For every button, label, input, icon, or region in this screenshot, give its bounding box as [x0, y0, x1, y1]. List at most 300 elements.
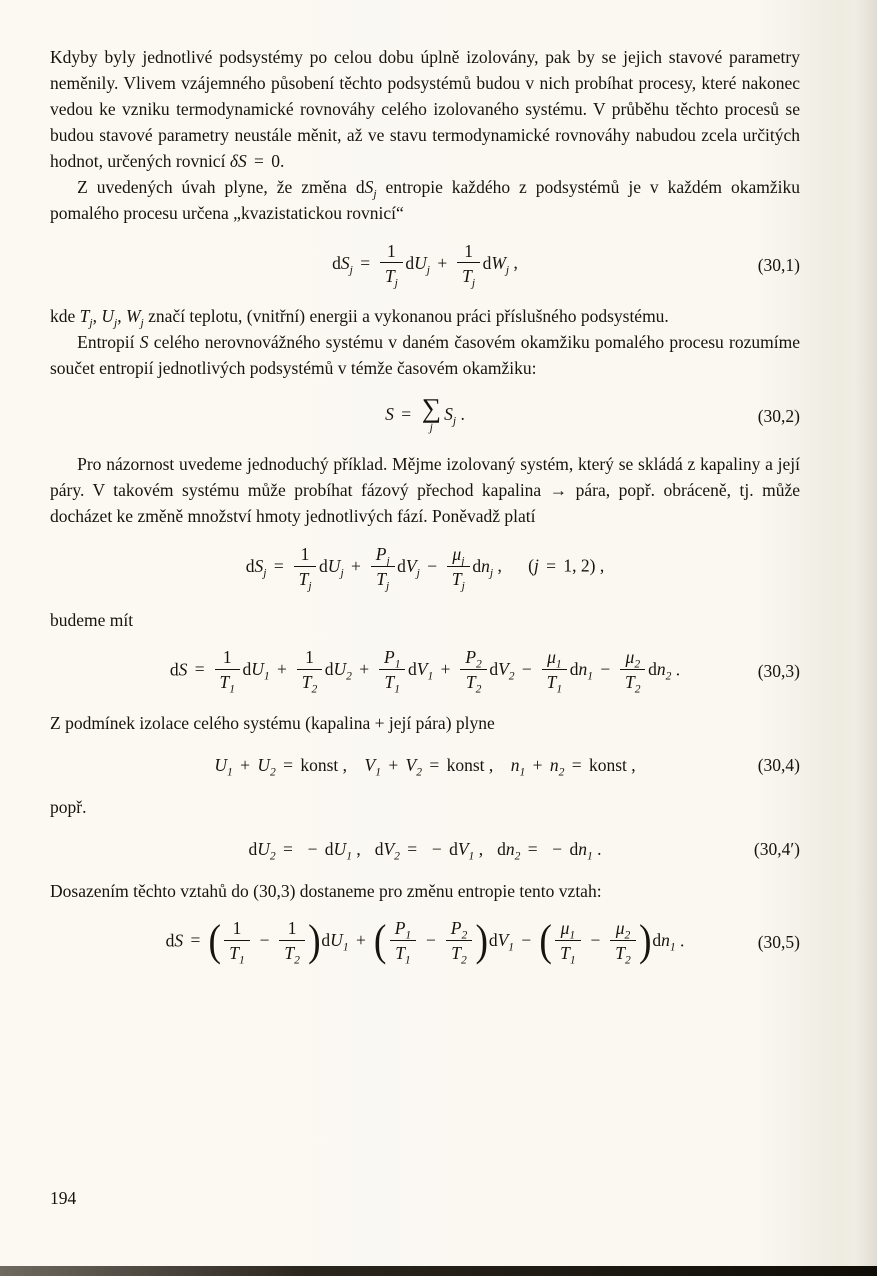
var-subscript: 1 [586, 850, 593, 863]
operator: − [600, 659, 611, 680]
scan-bottom-band [0, 1266, 877, 1276]
math-var [385, 404, 394, 424]
fraction-numerator [371, 544, 395, 567]
math-var [384, 265, 398, 290]
page-content [50, 44, 800, 981]
var-symbol: n [481, 555, 490, 576]
math-var [546, 672, 563, 696]
equation-body [245, 544, 605, 593]
var-subscript: 2 [625, 954, 631, 967]
var-subscript: j [349, 264, 353, 277]
fraction [447, 544, 470, 593]
var-symbol: U [251, 659, 264, 680]
operator: − [521, 930, 532, 951]
var-symbol: P [384, 647, 395, 668]
var-symbol: W [125, 306, 141, 327]
differential-d: d [569, 838, 579, 859]
differential-d: d [374, 838, 384, 859]
fraction-numerator [215, 647, 240, 670]
math-var [321, 930, 349, 954]
var-symbol: n [656, 659, 666, 680]
var-symbol: n [578, 659, 588, 680]
var-symbol: P [375, 544, 387, 565]
var-subscript: j [114, 317, 118, 330]
fraction-denominator [215, 670, 240, 696]
differential-d: d [497, 838, 506, 859]
fraction [224, 918, 249, 967]
display-equation [50, 915, 800, 967]
text-run: Dosazením těchto vztahů do (30,3) dostaneme pro změnu entropie tento vztah: [50, 880, 602, 901]
equation-number: (30,1) [757, 254, 800, 275]
equation-body [214, 754, 636, 779]
differential-d: d [319, 555, 328, 576]
math-var [301, 672, 318, 696]
fraction-denominator [457, 263, 480, 290]
math-var [101, 306, 118, 330]
var-symbol: V [405, 555, 417, 576]
text-run: 0. [271, 151, 285, 171]
differential-d: d [321, 930, 331, 951]
var-subscript: 1 [555, 658, 562, 671]
differential-d: d [242, 659, 252, 680]
text-run: kde [50, 306, 80, 327]
fraction [446, 918, 472, 967]
var-subscript: 2 [558, 766, 565, 779]
text-run: , [92, 306, 102, 327]
text-run: , [493, 555, 502, 576]
fraction-denominator [390, 941, 416, 967]
text-run: , [509, 252, 518, 273]
operator: + [351, 555, 361, 576]
fraction-numerator [620, 647, 645, 670]
equation-number: (30,3) [757, 661, 800, 682]
equation-body [385, 393, 465, 435]
var-subscript: j [394, 277, 398, 290]
operator: = [273, 555, 284, 576]
fraction-denominator [620, 670, 645, 696]
var-subscript: 2 [475, 683, 482, 696]
math-var [319, 555, 344, 580]
var-subscript: 2 [461, 929, 468, 942]
fraction-denominator [224, 941, 249, 967]
var-subscript: 2 [634, 683, 641, 696]
operator: = [194, 659, 205, 680]
fraction-denominator [279, 941, 304, 967]
operator: = [546, 555, 557, 576]
fraction-denominator [555, 941, 580, 967]
var-symbol: V [383, 838, 395, 859]
var-symbol: T [451, 943, 461, 964]
fraction-denominator [447, 567, 470, 593]
math-var [384, 647, 401, 671]
fraction-numerator [610, 918, 635, 941]
math-var [242, 659, 270, 683]
fraction [279, 918, 304, 967]
fraction-numerator [446, 918, 472, 941]
var-symbol: U [333, 838, 347, 859]
operator: + [277, 659, 287, 680]
page-number: 194 [50, 1188, 77, 1208]
differential-d: d [324, 838, 334, 859]
var-subscript: 1 [569, 929, 576, 942]
var-subscript: 1 [587, 670, 593, 683]
operator: − [307, 838, 318, 859]
var-symbol: U [333, 659, 347, 680]
operator: − [590, 930, 601, 951]
sigma-symbol: ∑ [421, 393, 441, 424]
paragraph [50, 44, 800, 174]
text-run: celého nerovnovážného systému v daném časovém okamžiku pomalého procesu rozumíme součet entropií jednotlivých podsystémů v témže časovém okamžiku: [50, 332, 800, 379]
math-var [257, 754, 276, 779]
differential-d: d [569, 659, 579, 680]
operator: + [359, 659, 370, 680]
var-subscript: 2 [665, 670, 672, 683]
var-subscript: 1 [394, 658, 401, 671]
var-subscript: j [461, 580, 465, 593]
paragraph [50, 607, 800, 633]
paragraph [50, 329, 800, 381]
var-subscript: 1 [375, 766, 381, 779]
var-subscript: 2 [476, 658, 482, 671]
fraction-denominator [379, 670, 405, 696]
var-symbol: T [219, 672, 230, 693]
var-symbol: μ [625, 647, 635, 668]
text-run: konst , [588, 754, 636, 775]
fraction-numerator [460, 647, 486, 670]
var-symbol: U [257, 838, 270, 859]
var-symbol: T [384, 672, 395, 693]
differential-d: d [165, 930, 175, 951]
var-subscript: 2 [514, 850, 521, 863]
math-var [625, 647, 641, 671]
fraction-numerator [555, 918, 580, 941]
math-var [625, 672, 641, 696]
paragraph [50, 451, 800, 529]
differential-d: d [245, 555, 255, 576]
var-symbol: S [385, 404, 394, 425]
fraction [542, 647, 567, 696]
operator: − [259, 930, 270, 951]
text-run: entropie každého z podsystémů je v každém okamžiku pomalého procesu určena „kvazistatickou rovnicí“ [50, 177, 801, 223]
var-subscript: 2 [634, 658, 641, 671]
text-run: Z uvedených úvah plyne, že změna [77, 177, 356, 197]
math-var [489, 659, 515, 683]
differential-d: d [332, 252, 341, 273]
math-var [510, 754, 526, 779]
var-symbol: μ [615, 918, 625, 939]
fraction [610, 918, 635, 967]
math-var [648, 659, 672, 683]
math-var [488, 930, 515, 954]
paragraph [50, 794, 800, 820]
var-symbol: V [405, 754, 417, 775]
var-symbol: μ [452, 544, 462, 565]
math-var [374, 838, 400, 863]
var-subscript: j [89, 317, 93, 330]
var-subscript: j [471, 277, 476, 290]
equation-number: (30,4) [757, 754, 800, 775]
text-run: 1 [300, 544, 310, 565]
text-run: , [117, 306, 126, 327]
operator: = [190, 930, 201, 951]
var-symbol: μ [560, 918, 570, 939]
fraction [294, 544, 317, 593]
fraction-numerator [380, 241, 403, 264]
equation-body: dS = ( $\frac{1}{T_1}$ − $\frac{1}{T_2}$ )$dU_1$ + ( $\frac{P_1}{T_1}$ − $\frac{P_2}{T_2}$ )$dV_1$ − ( $\frac{\mu_1}{T_1}$ − $\frac{\mu_2}{T_2}$ )$dn_1$ . [165, 915, 685, 967]
text-run: . [456, 404, 465, 425]
operator: = [360, 252, 371, 273]
var-subscript: j [505, 264, 510, 277]
math-var [140, 332, 149, 352]
differential-d: d [472, 555, 482, 576]
equation-body [248, 838, 602, 863]
text-run: Pro názornost uvedeme jednoduchý příklad. Mějme izolovaný systém, který se skládá z kapaliny a její páry. V takovém systému může probíhat fázový přechod kapalina → pára, popř. obráceně, tj. může docházet ke změně množství hmoty jednotlivých fází. Poněvadž platí [50, 454, 800, 527]
math-var [166, 930, 184, 950]
var-subscript: 1 [404, 954, 411, 967]
math-var [444, 404, 457, 428]
var-subscript: 2 [416, 766, 423, 779]
fraction-denominator [371, 567, 395, 593]
operator: − [431, 838, 442, 859]
var-symbol: U [414, 252, 427, 273]
math-var [465, 647, 482, 671]
math-var [332, 252, 353, 277]
fraction-numerator [224, 918, 249, 941]
var-symbol: U [330, 930, 343, 951]
math-var [284, 943, 300, 967]
math-var [569, 838, 593, 863]
var-symbol: U [257, 754, 270, 775]
math-var [482, 252, 510, 277]
var-subscript: j [340, 567, 344, 580]
operator: = [283, 838, 293, 859]
display-equation [50, 649, 800, 694]
var-symbol: T [395, 943, 405, 964]
math-var [547, 647, 562, 671]
math-var [615, 943, 631, 967]
var-symbol: n [549, 754, 559, 775]
text-run: 1 [232, 918, 242, 939]
operator: + [388, 754, 399, 775]
operator: = [407, 838, 418, 859]
math-var [125, 306, 144, 330]
var-subscript: 2 [269, 766, 276, 779]
var-symbol: n [510, 754, 520, 775]
math-var [534, 556, 539, 576]
summation-index: j [429, 421, 433, 434]
fraction-numerator [457, 241, 480, 264]
operator: − [552, 838, 563, 859]
var-symbol: U [214, 754, 227, 775]
var-subscript: j [386, 555, 390, 568]
math-var [451, 943, 467, 967]
operator: = [429, 754, 440, 775]
var-subscript: j [489, 567, 494, 580]
var-symbol: V [364, 754, 376, 775]
fraction [555, 918, 580, 967]
summation [421, 393, 441, 434]
fraction [379, 647, 405, 696]
text-run: Kdyby byly jednotlivé podsystémy po celou dobu úplně izolovány, pak by se jejich stavové parametry neměnily. Vlivem vzájemného působení těchto podsystémů budou v nich probíhat procesy, které nakonec vedou ke vzniku termodynamické rovnováhy celého izolovaného systému. V průběhu těchto procesů se budou stavové parametry neustále měnit, až ve stavu termodynamické rovnováhy nabudou zcela určitých hodnot, určených rovnicí [50, 47, 800, 171]
differential-d: d [355, 177, 365, 197]
math-var [452, 544, 465, 568]
fraction [620, 647, 645, 696]
paragraph [50, 878, 800, 904]
math-var [560, 943, 576, 967]
var-subscript: 2 [394, 850, 400, 863]
math-var [408, 659, 434, 683]
var-subscript: 1 [569, 954, 576, 967]
fraction [390, 918, 416, 967]
var-subscript: 1 [342, 941, 349, 954]
var-symbol: T [615, 943, 625, 964]
display-equation [50, 752, 800, 778]
text-run: . [592, 838, 602, 859]
math-var [462, 265, 476, 290]
math-var [245, 555, 267, 580]
paragraph [50, 303, 800, 329]
math-var [376, 568, 390, 593]
var-subscript: 2 [461, 954, 467, 967]
var-subscript: 1 [346, 850, 352, 863]
var-subscript: 1 [263, 670, 270, 683]
fraction-numerator [390, 918, 416, 941]
var-symbol: U [327, 555, 341, 576]
differential-d: d [405, 252, 415, 273]
text-run: , [351, 838, 361, 859]
var-subscript: 1 [427, 670, 434, 683]
var-symbol: T [546, 672, 557, 693]
differential-d: d [488, 930, 498, 951]
differential-d: d [248, 838, 258, 859]
paragraph [50, 710, 800, 736]
var-subscript: j [263, 567, 267, 580]
var-subscript: 1 [226, 766, 233, 779]
fraction [297, 647, 322, 696]
var-symbol: P [465, 647, 477, 668]
var-subscript: j [416, 567, 420, 580]
equation-body [170, 649, 680, 694]
operator: + [240, 754, 250, 775]
math-var [170, 659, 188, 679]
math-var [298, 568, 312, 593]
scan-edge-shadow [855, 0, 877, 1276]
var-subscript: 1 [556, 683, 563, 696]
math-var [472, 555, 494, 580]
var-subscript: 2 [346, 670, 352, 683]
display-equation [50, 836, 800, 862]
operator: + [532, 754, 543, 775]
fraction-numerator [294, 544, 317, 567]
var-symbol: V [497, 930, 509, 951]
var-subscript: 1 [405, 929, 412, 942]
math-var [214, 754, 233, 779]
fraction-numerator [379, 647, 405, 670]
var-subscript: 1 [468, 850, 475, 863]
var-subscript: j [461, 555, 465, 568]
operator: − [427, 555, 438, 576]
math-var [384, 672, 401, 696]
var-symbol: S [340, 252, 350, 273]
fraction-denominator [542, 670, 567, 696]
var-symbol: S [139, 332, 149, 353]
var-symbol: T [298, 568, 309, 589]
equation-number: (30,5) [757, 932, 800, 953]
equation-number: (30,4′) [753, 838, 800, 859]
fraction-denominator [460, 670, 486, 696]
text-run: 1 [387, 240, 396, 261]
operator: − [426, 930, 436, 951]
math-var [375, 544, 390, 568]
text-run: . [675, 930, 685, 951]
fraction-numerator [542, 647, 567, 670]
var-subscript: j [308, 580, 312, 593]
var-subscript: j [385, 580, 390, 593]
var-symbol: T [79, 306, 90, 327]
operator: = [254, 151, 264, 171]
var-symbol: S [178, 659, 188, 680]
var-symbol: S [444, 404, 453, 425]
equation-body [332, 240, 518, 290]
var-subscript: j [140, 317, 144, 330]
text-run: ( [528, 555, 534, 576]
var-symbol: n [505, 838, 515, 859]
fraction [460, 647, 486, 696]
text-run: konst , [446, 754, 494, 775]
var-symbol: n [578, 838, 587, 859]
var-symbol: S [174, 930, 184, 951]
var-subscript: 1 [229, 683, 235, 696]
math-var [324, 659, 352, 683]
math-var [219, 672, 235, 696]
var-symbol: T [229, 943, 239, 964]
operator: = [527, 838, 538, 859]
var-symbol: P [450, 918, 462, 939]
var-subscript: 1 [519, 766, 526, 779]
differential-d: d [397, 555, 406, 576]
var-subscript: 2 [624, 929, 631, 942]
var-symbol: T [376, 568, 386, 589]
var-symbol: S [364, 177, 374, 197]
var-symbol: n [661, 930, 670, 951]
fraction [371, 544, 395, 593]
var-symbol: T [301, 672, 312, 693]
text-run: Z podmínek izolace celého systému (kapalina + její pára) plyne [50, 712, 495, 733]
text-run: popř. [50, 796, 87, 817]
operator: = [571, 754, 582, 775]
text-run: 1 [464, 240, 473, 261]
math-var [394, 918, 412, 942]
math-var [229, 943, 245, 967]
fraction-numerator [447, 544, 470, 567]
var-symbol: T [465, 672, 476, 693]
fraction-denominator [446, 941, 472, 967]
text-run: . [671, 659, 681, 680]
math-var [230, 151, 247, 171]
math-var [451, 568, 465, 593]
var-symbol: T [384, 265, 395, 286]
operator: + [440, 659, 451, 680]
equation-number: (30,2) [757, 406, 800, 427]
fraction [457, 240, 480, 290]
var-subscript: 1 [238, 954, 245, 967]
math-var [405, 252, 431, 277]
math-var [569, 659, 593, 683]
fraction-denominator [297, 670, 322, 696]
differential-d: d [449, 838, 458, 859]
var-symbol: j [533, 555, 539, 576]
var-symbol: T [451, 568, 462, 589]
